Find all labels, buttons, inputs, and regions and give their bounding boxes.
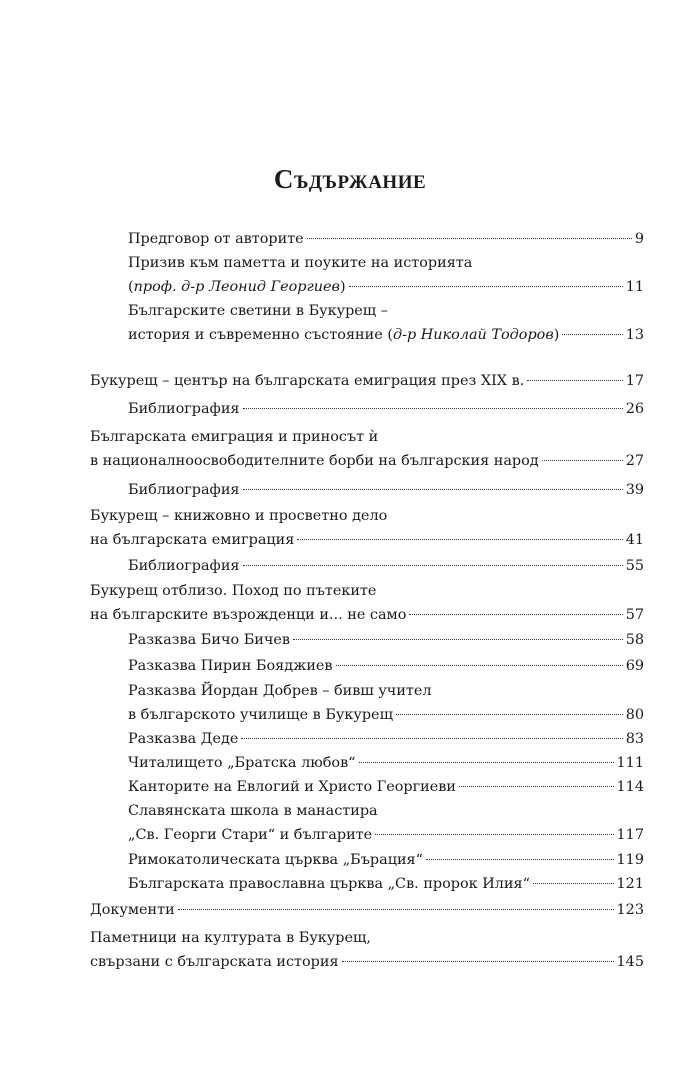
page-number: 83 [625,731,644,747]
toc-entry-title: Разказва Бичо Бичев [128,632,291,648]
dot-leader [542,460,623,461]
toc-entry[interactable] [128,628,644,652]
dot-leader [243,489,623,490]
toc-entry-title: „Св. Георги Стари“ и българите [128,827,373,843]
page-number: 117 [616,827,644,843]
page-number: 27 [625,453,644,469]
toc-entry[interactable] [128,727,644,751]
toc-entry-title: Паметници на културата в Букурещ, [90,930,371,946]
dot-leader [409,614,622,615]
dot-leader [375,834,613,835]
dot-leader [342,961,614,962]
toc-entry-title: Римокатолическата църква „Бърация“ [128,852,423,868]
toc-entry[interactable] [90,425,644,473]
toc-entry-title: Читалището „Братска любов“ [128,755,356,771]
toc-entry-title: Призив към паметта и поуките на историята [128,255,473,271]
toc-entry-title: Канторите на Евлогий и Христо Георгиеви [128,779,456,795]
page-number: 69 [625,658,644,674]
toc-entry[interactable] [128,799,644,847]
toc-entry-author: д-р Николай Тодоров [392,327,554,343]
toc-entry-title: на българската емиграция [90,532,295,548]
toc-entry[interactable] [90,898,644,922]
toc-entry-title: Разказва Пирин Бояджиев [128,658,333,674]
dot-leader [562,334,622,335]
dot-leader [243,565,623,566]
toc-entry[interactable]: Българските светини в Букурещ – история и съвременно състояние (д-р Николай Тодоров) 13 [128,299,644,347]
dot-leader [527,380,622,381]
page-number: 111 [616,755,644,771]
dot-leader [359,762,614,763]
toc-entry[interactable] [128,654,644,678]
page-number: 114 [616,779,644,795]
page-number: 123 [616,902,644,918]
toc-entry[interactable] [128,751,644,775]
toc-entry-title: на българските възрожденци и... не само [90,607,407,623]
toc-entry[interactable]: Призив към паметта и поуките на историята (проф. д-р Леонид Георгиев) 11 [128,251,644,299]
toc-entry[interactable] [128,848,644,872]
page-number: 80 [625,707,644,723]
toc-entry-title: история и съвременно състояние [128,327,383,343]
dot-leader [243,408,623,409]
dot-leader [349,286,623,287]
toc-entry[interactable] [90,504,644,552]
page-number: 41 [625,532,644,548]
page-number: 9 [634,231,644,247]
toc-entry-author: проф. д-р Леонид Георгиев [133,279,340,295]
page-number: 39 [625,482,644,498]
toc-entry-title: Букурещ – книжовно и просветно дело [90,508,388,524]
toc-entry[interactable] [90,926,644,974]
dot-leader [297,539,622,540]
toc-entry-title: Българските светини в Букурещ – [128,303,388,319]
toc-entry-title: Българската емиграция и приносът ѝ [90,429,379,445]
dot-leader [396,714,623,715]
dot-leader [178,909,614,910]
dot-leader [293,639,623,640]
toc-entry-title: Библиография [128,482,240,498]
dot-leader [459,786,614,787]
dot-leader [241,738,622,739]
toc-entry-title: Документи [90,902,175,918]
dot-leader [533,883,614,884]
toc-entry[interactable] [128,227,644,251]
toc-entry-title: Българската православна църква „Св. пророк Илия“ [128,876,530,892]
toc-entry[interactable] [128,679,644,727]
dot-leader [307,238,632,239]
toc-entry-title: свързани с българската история [90,954,339,970]
page-number: 119 [616,852,644,868]
page-number: 121 [616,876,644,892]
toc-entry-title: Букурещ – център на българската емиграция през XIX в. [90,373,525,389]
page-number: 17 [625,373,644,389]
toc-entry-title: Библиография [128,558,240,574]
toc-entry[interactable] [128,478,644,502]
page-number: 58 [625,632,644,648]
toc-entry[interactable] [128,397,644,421]
toc-entry-title: в българското училище в Букурещ [128,707,393,723]
dot-leader [426,859,614,860]
page-number: 13 [625,327,644,343]
toc-entry-title: Разказва Йордан Добрев – бивш учител [128,683,432,699]
toc-entry-title: Библиография [128,401,240,417]
page-number: 26 [625,401,644,417]
page-number: 145 [616,954,644,970]
toc-entry[interactable] [128,554,644,578]
toc-entry[interactable] [128,872,644,896]
toc-entry[interactable] [90,369,644,393]
toc-entry-title: Букурещ отблизо. Поход по пътеките [90,583,377,599]
toc-entry-title: Предговор от авторите [128,231,304,247]
toc-entry[interactable] [90,579,644,627]
page-number: 11 [625,279,644,295]
toc-entry[interactable] [128,775,644,799]
toc-entry-title: в националноосвободителните борби на българския народ [90,453,539,469]
page-title: Съдържание [273,164,427,194]
toc-entry-title: Разказва Деде [128,731,239,747]
page-number: 57 [625,607,644,623]
page-number: 55 [625,558,644,574]
dot-leader [336,665,623,666]
toc-entry-title: Славянската школа в манастира [128,803,378,819]
